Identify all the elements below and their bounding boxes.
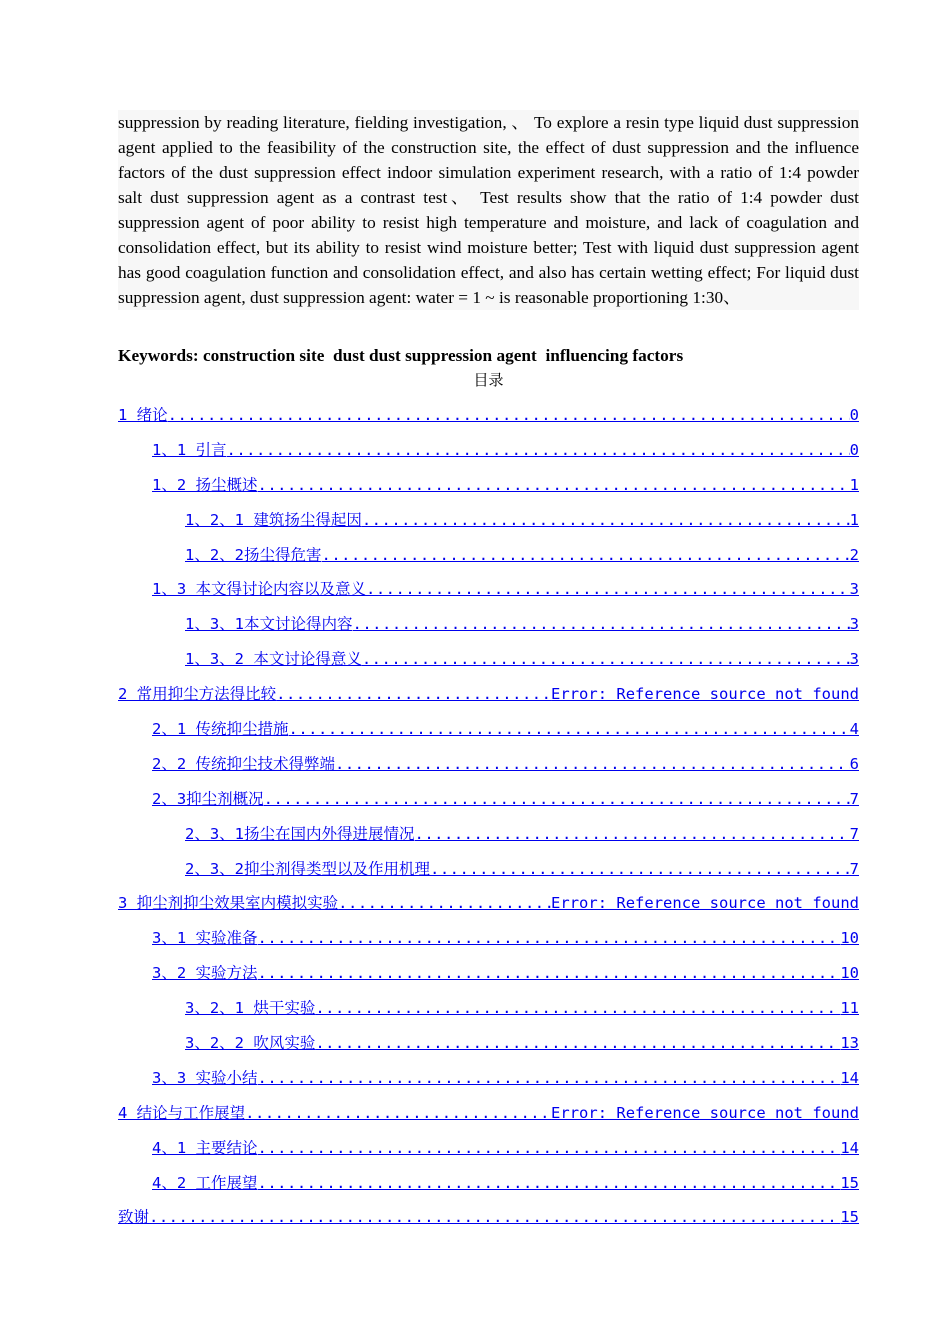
- toc-dot-leader: [245, 1098, 551, 1128]
- toc-page-number: 1: [849, 510, 859, 529]
- toc-item: [118, 574, 859, 609]
- toc-page-number: 7: [849, 789, 859, 808]
- toc-page-number: 2: [849, 545, 859, 564]
- toc-dot-leader: [353, 609, 850, 639]
- toc-page-number: 11: [840, 999, 859, 1018]
- toc-link[interactable]: [118, 574, 859, 609]
- toc-link[interactable]: [118, 923, 859, 958]
- toc-page-number: 6: [849, 754, 859, 773]
- toc-page-number: 3: [849, 650, 859, 669]
- toc-page-number: 7: [849, 824, 859, 843]
- toc-link-label: 4、2 工作展望: [152, 1173, 258, 1192]
- toc-page-number: 15: [840, 1173, 859, 1192]
- toc-page-number: 1: [849, 475, 859, 494]
- toc-dot-leader: [335, 749, 850, 779]
- toc-link[interactable]: [118, 400, 859, 435]
- toc-link-label: 3、2、1 烘干实验: [185, 999, 316, 1018]
- toc-link-label: 3 抑尘剂抑尘效果室内模拟实验: [118, 894, 339, 913]
- toc-item: [118, 993, 859, 1028]
- toc-page-number: 0: [849, 440, 859, 459]
- toc-link[interactable]: [118, 1098, 859, 1133]
- toc-link[interactable]: [118, 540, 859, 575]
- toc-link-label: 1、2、1 建筑扬尘得起因: [185, 510, 362, 529]
- toc-link-label: 1、2、2扬尘得危害: [185, 545, 322, 564]
- toc-link-label: 2 常用抑尘方法得比较: [118, 685, 277, 704]
- toc-dot-leader: [322, 540, 850, 570]
- toc-page-number: 0: [849, 406, 859, 424]
- toc-dot-leader: [315, 993, 840, 1023]
- toc-dot-leader: [258, 1168, 841, 1198]
- toc-dot-leader: [338, 888, 551, 918]
- toc-link-label: 2、2 传统抑尘技术得弊端: [152, 754, 335, 773]
- toc-link-label: 1 绪论: [118, 406, 168, 424]
- keywords-line: Keywords: construction site dust dust suppression agent influencing factors: [118, 346, 684, 365]
- toc-dot-leader: [258, 923, 841, 953]
- toc-item: [118, 958, 859, 993]
- toc-dot-leader: [430, 854, 850, 884]
- toc-item: [118, 644, 859, 679]
- toc-dot-leader: [168, 400, 850, 430]
- toc-page-number: 10: [840, 964, 859, 983]
- toc-item: [118, 1028, 859, 1063]
- toc-dot-leader: [258, 958, 841, 988]
- toc-page-number: 10: [840, 929, 859, 948]
- toc-item: [118, 470, 859, 505]
- toc-page-number: 14: [840, 1138, 859, 1157]
- toc-link[interactable]: [118, 958, 859, 993]
- toc-item: [118, 923, 859, 958]
- toc-link[interactable]: [118, 1133, 859, 1168]
- toc-link-label: 1、3、2 本文讨论得意义: [185, 650, 362, 669]
- toc-item: [118, 784, 859, 819]
- toc-page-number: 7: [849, 859, 859, 878]
- toc-link-label: 3、2、2 吹风实验: [185, 1034, 316, 1053]
- toc-dot-leader: [258, 1133, 841, 1163]
- toc-link[interactable]: [118, 1028, 859, 1063]
- toc-item: [118, 679, 859, 714]
- toc-link-label: 1、2 扬尘概述: [152, 475, 258, 494]
- toc-dot-leader: [264, 784, 850, 814]
- toc-link-label: 1、3、1本文讨论得内容: [185, 615, 353, 634]
- table-of-contents: [118, 400, 859, 1237]
- toc-link-label: 1、1 引言: [152, 440, 227, 459]
- toc-link-label: 2、1 传统抑尘措施: [152, 720, 289, 739]
- toc-link[interactable]: [118, 679, 859, 714]
- toc-page-number: Error: Reference source not found: [551, 1103, 859, 1122]
- toc-item: [118, 400, 859, 435]
- toc-link[interactable]: [118, 854, 859, 889]
- toc-item: [118, 1098, 859, 1133]
- toc-link[interactable]: [118, 505, 859, 540]
- toc-dot-leader: [276, 679, 551, 709]
- toc-item: [118, 1063, 859, 1098]
- toc-link-label: 3、2 实验方法: [152, 964, 258, 983]
- toc-dot-leader: [258, 1063, 841, 1093]
- toc-link[interactable]: [118, 749, 859, 784]
- toc-dot-leader: [366, 574, 850, 604]
- toc-link-label: 2、3、2抑尘剂得类型以及作用机理: [185, 859, 430, 878]
- toc-dot-leader: [415, 819, 850, 849]
- toc-page-number: 4: [849, 720, 859, 739]
- toc-link[interactable]: [118, 1063, 859, 1098]
- toc-item: [118, 1133, 859, 1168]
- toc-link[interactable]: [118, 993, 859, 1028]
- toc-dot-leader: [289, 714, 850, 744]
- toc-link[interactable]: [118, 609, 859, 644]
- toc-dot-leader: [227, 435, 850, 465]
- toc-item: [118, 540, 859, 575]
- toc-dot-leader: [315, 1028, 840, 1058]
- toc-page-number: 3: [849, 615, 859, 634]
- toc-item: [118, 1168, 859, 1203]
- toc-link-label: 4 结论与工作展望: [118, 1103, 246, 1122]
- toc-link[interactable]: [118, 435, 859, 470]
- toc-link-label: 致谢: [118, 1208, 150, 1227]
- toc-link-label: 2、3抑尘剂概况: [152, 789, 264, 808]
- toc-dot-leader: [258, 470, 850, 500]
- toc-title: 目录: [473, 371, 504, 389]
- abstract-paragraph: suppression by reading literature, fielding investigation, 、 To explore a resin type liquid dust suppression agent applied to the feasibility of the construction site, the effect of dust suppression and the influence factors of the dust suppression effect indoor simulation experiment research, with a ratio of 1:4 powder salt dust suppression agent as a contrast test、 Test results show that the ratio of 1:4 powder dust suppression agent of poor ability to resist high temperature and moisture, and lack of coagulation and consolidation effect, but its ability to resist wind moisture better; Test with liquid dust suppression agent has good coagulation function and consolidation effect, and also has certain wetting effect; For liquid dust suppression agent, dust suppression agent: water = 1 ~ is reasonable proportioning 1:30、: [118, 110, 859, 310]
- toc-page-number: 3: [849, 580, 859, 599]
- toc-link-label: 4、1 主要结论: [152, 1138, 258, 1157]
- toc-link[interactable]: [118, 1168, 859, 1203]
- toc-link[interactable]: [118, 470, 859, 505]
- toc-page-number: 14: [840, 1068, 859, 1087]
- toc-item: [118, 505, 859, 540]
- toc-link[interactable]: [118, 819, 859, 854]
- toc-item: [118, 749, 859, 784]
- toc-link[interactable]: [118, 644, 859, 679]
- toc-link[interactable]: [118, 714, 859, 749]
- toc-page-number: 13: [840, 1034, 859, 1053]
- toc-link-label: 3、3 实验小结: [152, 1068, 258, 1087]
- toc-dot-leader: [149, 1202, 840, 1232]
- toc-link-label: 2、3、1扬尘在国内外得进展情况: [185, 824, 415, 843]
- toc-item: [118, 714, 859, 749]
- toc-link[interactable]: [118, 888, 859, 923]
- toc-dot-leader: [362, 644, 850, 674]
- toc-item: [118, 854, 859, 889]
- toc-page-number: Error: Reference source not found: [551, 894, 859, 913]
- toc-link-label: 3、1 实验准备: [152, 929, 258, 948]
- toc-item: [118, 888, 859, 923]
- toc-item: [118, 819, 859, 854]
- toc-link[interactable]: [118, 784, 859, 819]
- toc-item: [118, 435, 859, 470]
- toc-item: [118, 609, 859, 644]
- toc-link-label: 1、3 本文得讨论内容以及意义: [152, 580, 366, 599]
- toc-page-number: Error: Reference source not found: [551, 685, 859, 704]
- toc-dot-leader: [362, 505, 850, 535]
- toc-page-number: 15: [840, 1208, 859, 1227]
- toc-link[interactable]: [118, 1202, 859, 1237]
- toc-item: [118, 1202, 859, 1237]
